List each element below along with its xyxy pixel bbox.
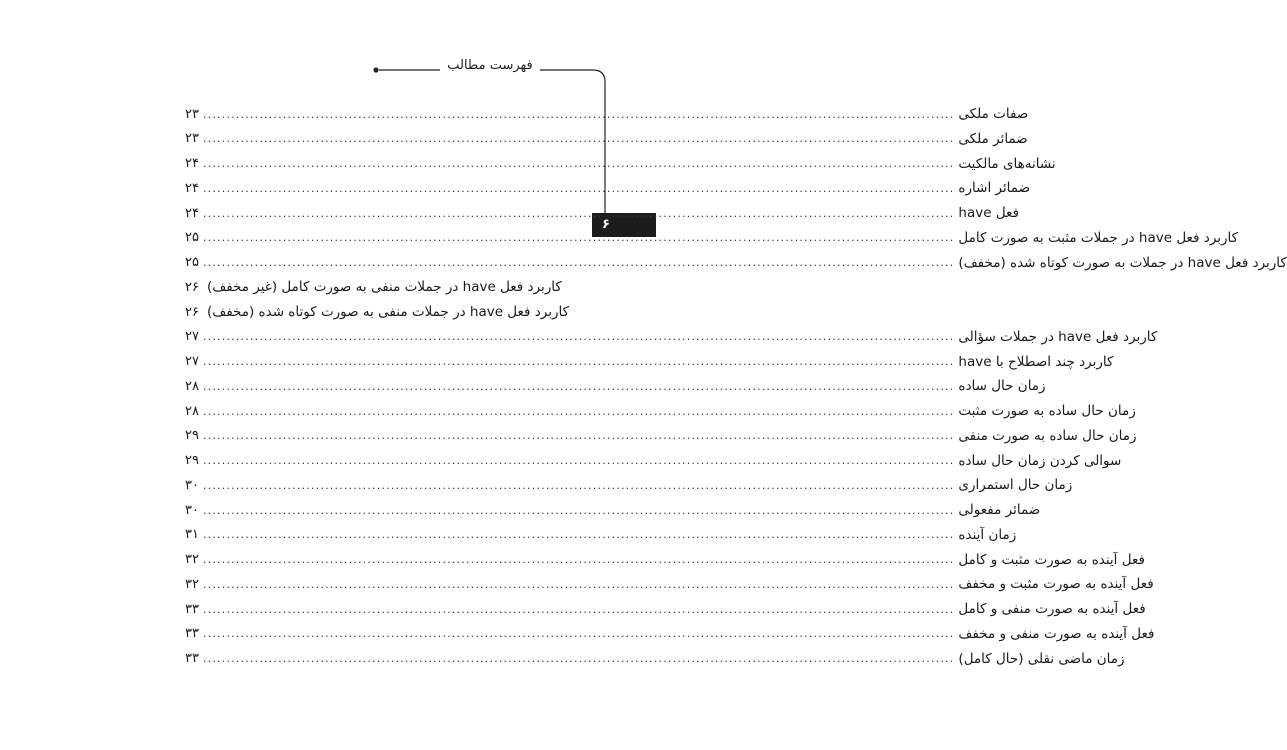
toc-page-number: ۲۹ <box>185 453 199 468</box>
toc-page-number: ۲۸ <box>185 378 199 394</box>
toc-page-number: ۲۸ <box>185 403 199 419</box>
toc-dot-leader: ................................................................................................................................................................ <box>202 256 955 269</box>
toc-entry-title: کاربرد فعل have در جملات سؤالی <box>958 328 1158 345</box>
toc-dot-leader: ................................................................................................................................................................ <box>202 627 955 641</box>
toc-entry-title: زمان حال استمراری <box>958 477 1073 494</box>
toc-entry <box>185 127 1028 151</box>
toc-page-number: ۲۷ <box>185 329 199 345</box>
toc-entry-title: زمان حال ساده <box>958 378 1046 395</box>
toc-dot-leader: ................................................................................................................................................................ <box>202 429 955 443</box>
toc-entry-title: ضمائر ملکی <box>958 130 1028 147</box>
toc-entry <box>185 350 1114 374</box>
toc-dot-leader: ................................................................................................................................................................ <box>202 503 955 517</box>
toc-dot-leader: ................................................................................................................................................................ <box>202 132 955 146</box>
toc-page-number: ۲۴ <box>185 156 199 171</box>
toc-dot-leader: ................................................................................................................................................................ <box>202 330 955 344</box>
toc-dot-leader: ................................................................................................................................................................ <box>202 157 955 170</box>
toc-page-number: ۲۴ <box>185 205 199 221</box>
page-number-tab: ۶ <box>592 213 656 237</box>
toc-page-number: ۲۳ <box>185 131 199 147</box>
toc-entry <box>185 548 1145 572</box>
toc-page-number: ۲۵ <box>185 255 199 270</box>
toc-page-number: ۳۳ <box>185 601 199 617</box>
toc-page-number: ۳۲ <box>185 552 199 567</box>
toc-dot-leader: ................................................................................................................................................................ <box>202 379 955 393</box>
toc-page-number: ۳۱ <box>185 527 199 543</box>
page-header-title: فهرست مطالب <box>447 58 533 73</box>
toc-page-number: ۳۳ <box>185 626 199 642</box>
toc-entry <box>185 176 1031 200</box>
toc-page-number: ۲۶ <box>185 279 199 295</box>
toc-dot-leader: ................................................................................................................................................................ <box>202 231 955 245</box>
toc-entry <box>185 300 570 324</box>
toc-entry-title: زمان حال ساده به صورت مثبت <box>958 403 1136 419</box>
toc-entry <box>185 102 1029 126</box>
toc-dot-leader: ................................................................................................................................................................ <box>202 478 955 492</box>
toc-entry-title: نشانه‌های مالکیت <box>958 155 1056 172</box>
toc-entry-title: کاربرد فعل have در جملات به صورت کوتاه شده (مخفف) <box>958 254 1287 271</box>
toc-entry <box>185 325 1158 349</box>
toc-entry <box>185 622 1155 646</box>
toc-entry-title: سوالی کردن زمان حال ساده <box>958 452 1122 469</box>
toc-dot-leader: ................................................................................................................................................................ <box>202 652 955 665</box>
toc-entry <box>185 152 1056 176</box>
toc-entry-title: کاربرد چند اصطلاح با have <box>958 353 1114 370</box>
toc-entry-title: فعل have <box>958 205 1020 221</box>
toc-dot-leader: ................................................................................................................................................................ <box>202 206 955 220</box>
toc-entry-title: کاربرد فعل have در جملات مثبت به صورت کامل <box>958 229 1239 246</box>
toc-page-number: ۲۳ <box>185 106 199 122</box>
toc-entry-title: کاربرد فعل have در جملات منفی به صورت کامل (غیر مخفف) <box>206 279 562 296</box>
toc-entry <box>185 399 1136 423</box>
toc-entry-title: فعل آینده به صورت منفی و مخفف <box>958 625 1155 642</box>
toc-entry <box>185 523 1017 547</box>
toc-entry-title: ضمائر اشاره <box>958 180 1031 197</box>
toc-entry <box>185 449 1122 473</box>
toc-entry-title: زمان آینده <box>958 526 1017 543</box>
toc-dot-leader: ................................................................................................................................................................ <box>202 528 955 542</box>
toc-entry-title: کاربرد فعل have در جملات منفی به صورت کوتاه شده (مخفف) <box>206 304 570 320</box>
toc-entry-title: ضمائر مفعولی <box>958 502 1041 518</box>
toc-dot-leader: ................................................................................................................................................................ <box>202 553 955 566</box>
toc-entry-title: فعل آینده به صورت مثبت و مخفف <box>958 576 1154 593</box>
toc-page-number: ۲۶ <box>185 304 199 320</box>
toc-entry <box>185 201 1020 225</box>
toc-entry <box>185 424 1137 448</box>
toc-entry <box>185 226 1239 250</box>
toc-page-number: ۳۰ <box>185 477 199 493</box>
toc-entry-title: زمان حال ساده به صورت منفی <box>958 427 1137 444</box>
toc-page-number: ۳۲ <box>185 576 199 592</box>
toc-entry <box>185 597 1146 621</box>
toc-dot-leader: ................................................................................................................................................................ <box>202 355 955 368</box>
toc-entry <box>185 498 1041 522</box>
toc-entry <box>185 572 1154 596</box>
toc-page-number: ۳۰ <box>185 502 199 518</box>
toc-entry <box>185 374 1046 398</box>
toc-dot-leader: ................................................................................................................................................................ <box>202 577 955 591</box>
toc-entry-title: صفات ملکی <box>958 106 1029 122</box>
toc-dot-leader: ................................................................................................................................................................ <box>202 404 955 418</box>
toc-entry-title: فعل آینده به صورت منفی و کامل <box>958 601 1146 617</box>
toc-entry <box>185 275 562 299</box>
toc-page-number: ۲۷ <box>185 354 199 369</box>
toc-dot-leader: ................................................................................................................................................................ <box>202 454 955 467</box>
toc-entry-title: زمان ماضی نقلی (حال کامل) <box>958 650 1125 667</box>
toc-page-number: ۳۳ <box>185 651 199 666</box>
toc-page-number: ۲۹ <box>185 428 199 444</box>
toc-dot-leader: ................................................................................................................................................................ <box>202 602 955 616</box>
toc-entry-title: فعل آینده به صورت مثبت و کامل <box>958 551 1145 568</box>
toc-dot-leader: ................................................................................................................................................................ <box>202 181 955 195</box>
toc-dot-leader: ................................................................................................................................................................ <box>202 107 955 121</box>
toc-page-number: ۲۵ <box>185 230 199 246</box>
toc-entry <box>185 647 1125 671</box>
toc-entry <box>185 473 1073 497</box>
toc-page-number: ۲۴ <box>185 180 199 196</box>
toc-entry <box>185 251 1287 275</box>
